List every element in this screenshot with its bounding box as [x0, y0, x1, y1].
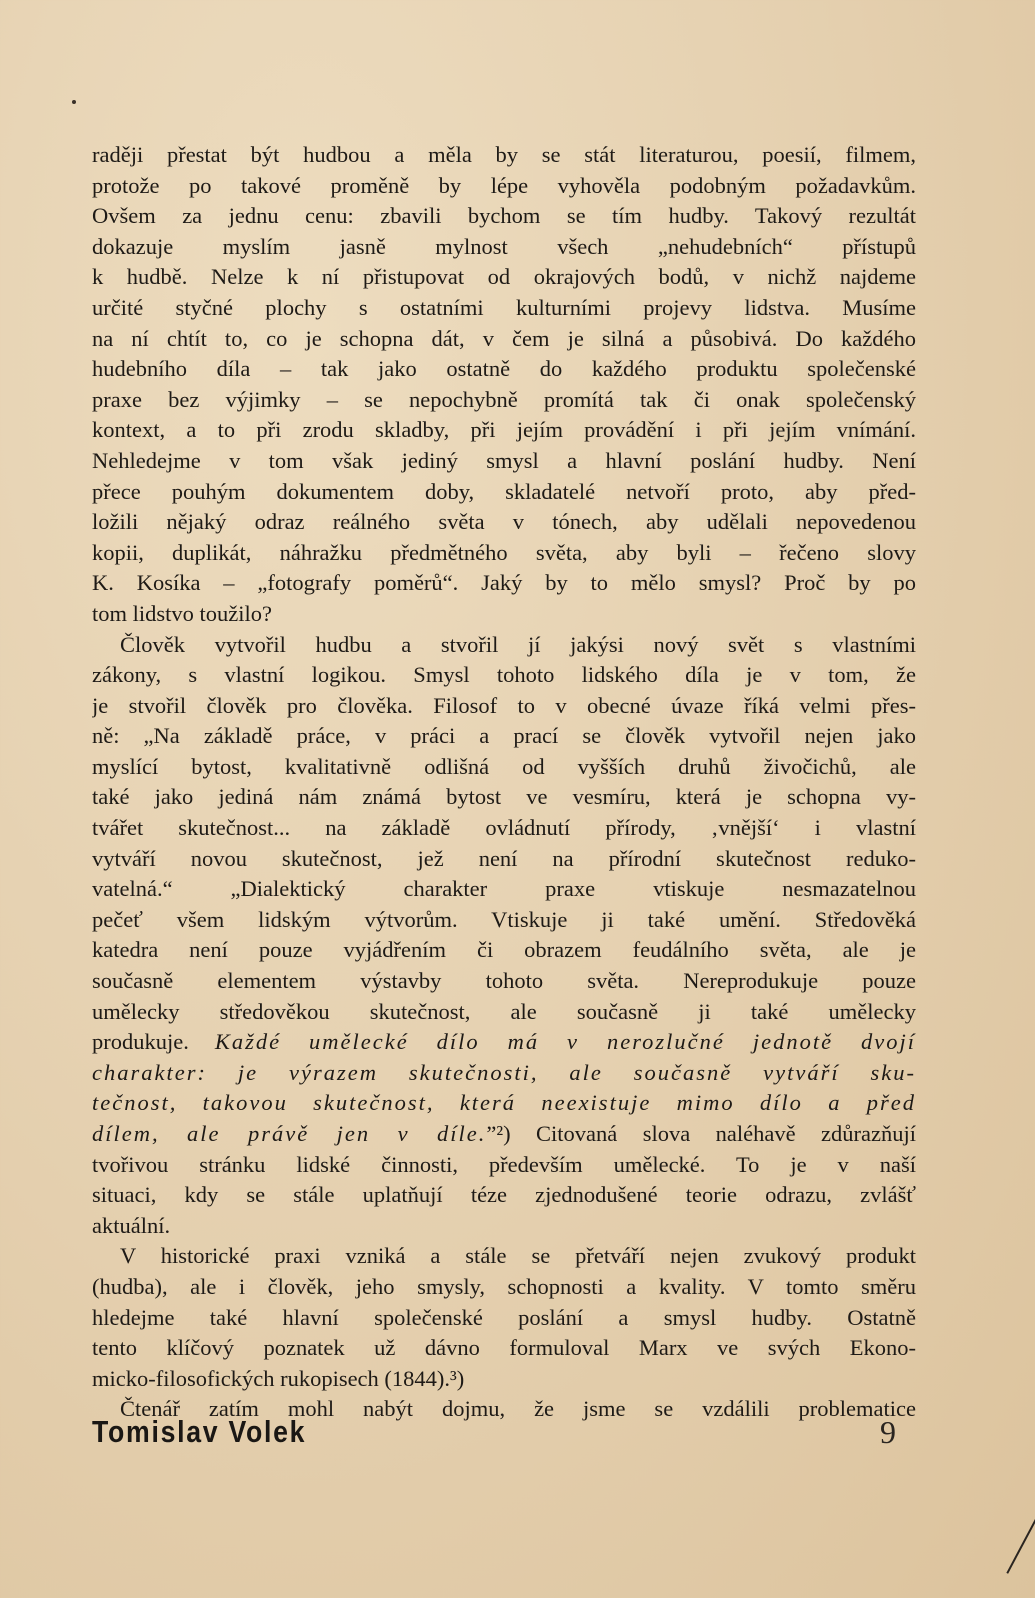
text-line: tvářet skutečnost... na základě ovládnutí přírody, ‚vnější‘ i vlastní [92, 815, 916, 841]
text-line: katedra není pouze vyjádřením či obrazem feudálního světa, ale je [92, 937, 916, 963]
page-edge-mark [1006, 1502, 1035, 1574]
text-line: vytváří novou skutečnost, jež není na přírodní skutečnost reduko- [92, 845, 916, 871]
text-line: ně: „Na základě práce, v práci a prací se člověk vytvořil nejen jako [92, 723, 916, 749]
text-line: Nehledejme v tom však jediný smysl a hlavní poslání hudby. Není [92, 447, 916, 473]
text-line: kontext, a to při zrodu skladby, při jejím provádění i při jejím vnímání. [92, 417, 916, 443]
text-line: přece pouhým dokumentem doby, skladatelé netvoří proto, aby před- [92, 478, 916, 504]
text-line: Ovšem za jednu cenu: zbavili bychom se tím hudby. Takový rezultát [92, 203, 916, 229]
text-line: praxe bez výjimky – se nepochybně promítá tak či onak společenský [92, 386, 916, 412]
text-line: současně elementem výstavby tohoto světa. Nereprodukuje pouze [92, 968, 916, 994]
italic-line: tečnost, takovou skutečnost, která neexistuje mimo dílo a před [92, 1090, 916, 1116]
text-line [92, 1119, 916, 1150]
text-line: zákony, s vlastní logikou. Smysl tohoto lidského díla je v tom, že [92, 662, 916, 688]
text-line: tvořivou stránku lidské činnosti, především umělecké. To je v naší [92, 1151, 916, 1177]
text-line: raději přestat být hudbou a měla by se stát literaturou, poesií, filmem, [92, 142, 916, 167]
footnote-ref: ³) [450, 1365, 465, 1391]
text-line: Čtenář zatím mohl nabýt dojmu, že jsme se vzdálili problematice [120, 1396, 916, 1422]
body-text [92, 140, 916, 1425]
italic-text: dílem, ale právě jen v díle. [92, 1121, 487, 1146]
text-line: aktuální. [92, 1212, 171, 1238]
text-line: umělecky středověkou skutečnost, ale současně ji také umělecky [92, 998, 916, 1024]
text-segment: ”²) Citovaná slova naléhavě zdůrazňují [486, 1121, 916, 1146]
text-line: hledejme také hlavní společenské poslání a smysl hudby. Ostatně [92, 1304, 916, 1330]
text-line: vatelná.“ „Dialektický charakter praxe vtiskuje nesmazatelnou [92, 876, 916, 902]
text-line: situaci, kdy se stále uplatňují téze zjednodušené teorie odrazu, zvlášť [92, 1182, 916, 1208]
page-number: 9 [880, 1414, 896, 1450]
text-line: pečeť všem lidským výtvorům. Vtiskuje ji také umění. Středověká [92, 906, 916, 932]
italic-line: charakter: je výrazem skutečnosti, ale současně vytváří sku- [92, 1059, 916, 1085]
text-line: hudebního díla – tak jako ostatně do každého produktu společenské [92, 356, 916, 382]
text-line: tento klíčový poznatek už dávno formuloval Marx ve svých Ekono- [92, 1335, 916, 1361]
text-line: Člověk vytvořil hudbu a stvořil jí jakýsi nový svět s vlastními [120, 631, 916, 657]
text-line: myslící bytost, kvalitativně odlišná od vyšších druhů živočichů, ale [92, 753, 916, 779]
text-line [92, 1027, 916, 1058]
text-segment: micko-filosofických rukopisech (1844). [92, 1365, 451, 1391]
text-line: tom lidstvo toužilo? [92, 600, 272, 626]
text-line: ložili nějaký odraz reálného světa v tónech, aby udělali nepovedenou [92, 509, 916, 535]
text-line: k hudbě. Nelze k ní přistupovat od okrajových bodů, v nichž najdeme [92, 264, 916, 290]
text-line: je stvořil člověk pro člověka. Filosof to v obecné úvaze říká velmi přes- [92, 692, 916, 718]
italic-text: Každé umělecké dílo má v nerozlučné jednotě dvojí [214, 1029, 916, 1055]
text-line: dokazuje myslím jasně mylnost všech „nehudebních“ přístupů [92, 233, 916, 259]
text-line: kopii, duplikát, náhražku předmětného světa, aby byli – řečeno slovy [92, 539, 916, 565]
text-line: určité styčné plochy s ostatními kulturními projevy lidstva. Musíme [92, 294, 916, 320]
text-line: K. Kosíka – „fotografy poměrů“. Jaký by to mělo smysl? Proč by po [92, 570, 916, 596]
text-line: také jako jediná nám známá bytost ve vesmíru, která je schopna vy- [92, 784, 916, 810]
text-line: protože po takové proměně by lépe vyhověla podobným požadavkům. [92, 172, 916, 198]
text-line [92, 1364, 916, 1395]
text-line: na ní chtít to, co je schopna dát, v čem je silná a působivá. Do každého [92, 325, 916, 351]
text-line: V historické praxi vzniká a stále se přetváří nejen zvukový produkt [120, 1243, 916, 1269]
text-line: (hudba), ale i člověk, jeho smysly, schopnosti a kvality. V tomto směru [92, 1273, 916, 1299]
ink-speck [72, 100, 76, 104]
author-name: Tomislav Volek [92, 1414, 307, 1449]
text-segment: produkuje. [92, 1029, 215, 1055]
